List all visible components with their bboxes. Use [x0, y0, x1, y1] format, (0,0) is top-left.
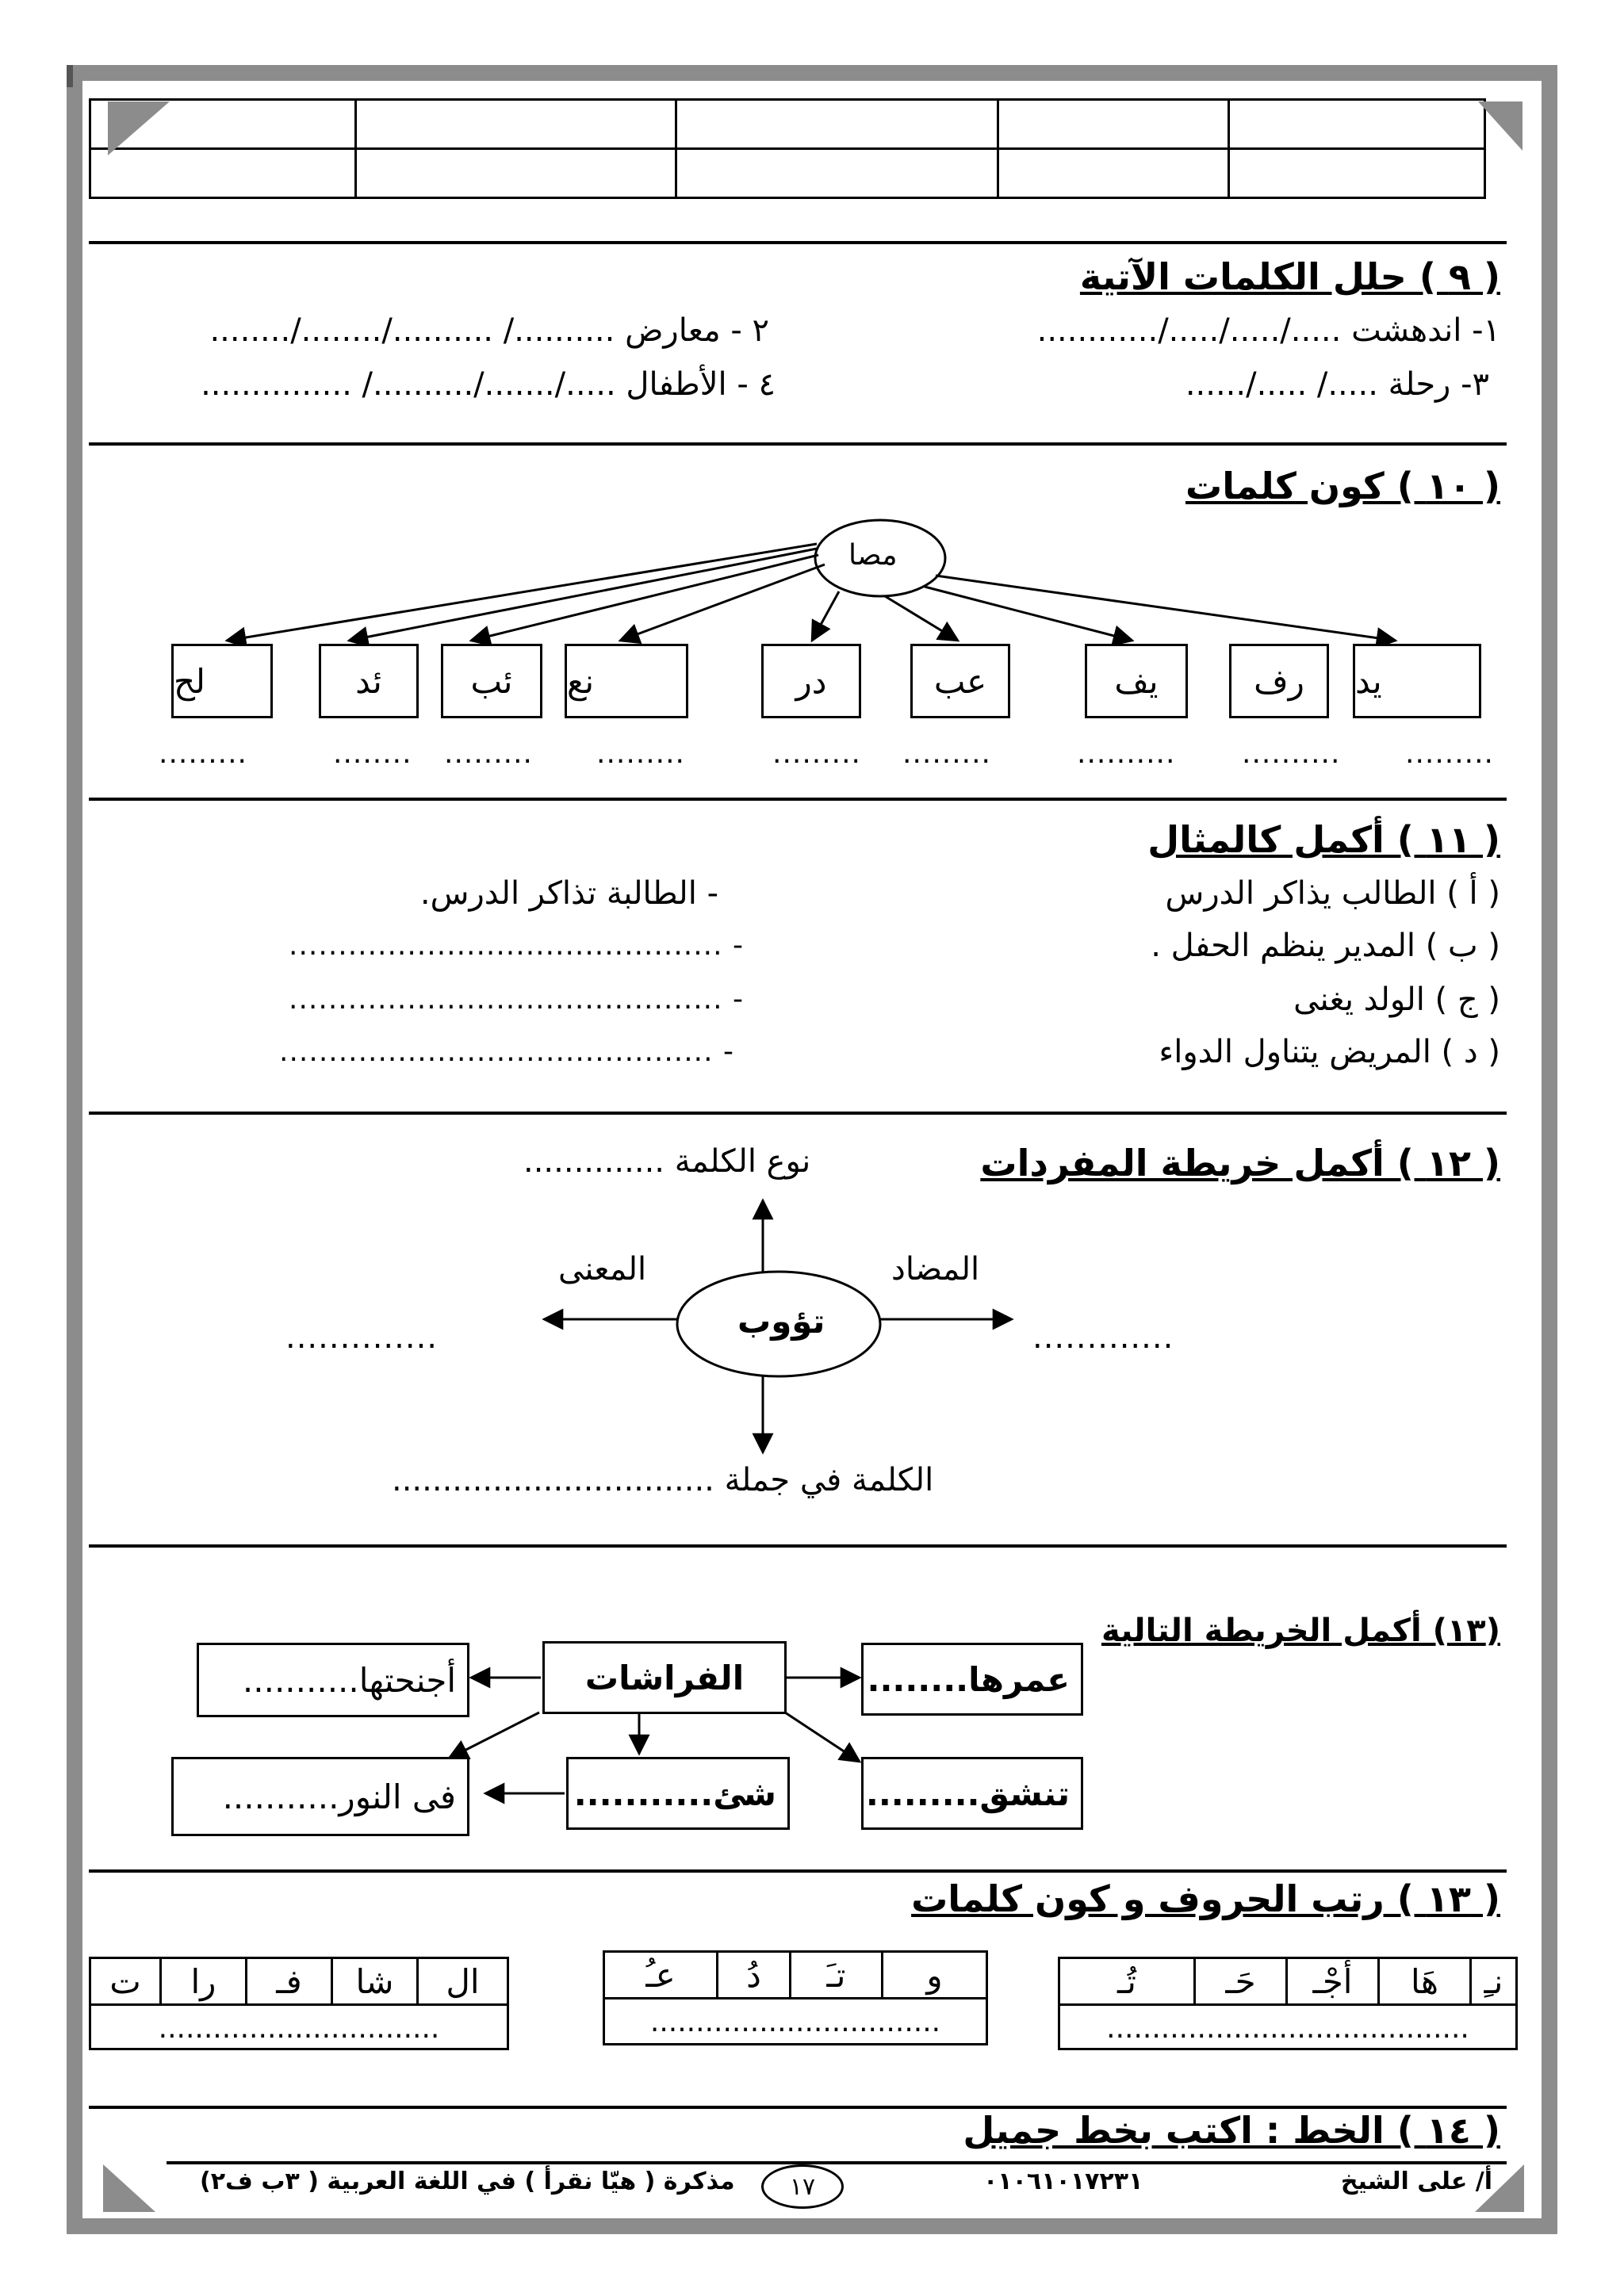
footer-note: مذكرة ( هيّا نقرأ ) في اللغة العربية ( ٣ب ف٢) — [200, 2168, 735, 2195]
footer-rule — [167, 2161, 1507, 2164]
q10-blank-2[interactable]: .......... — [1242, 737, 1341, 770]
q9-item-4: ٤ - الأطفال ...../......./........../ ............... — [201, 366, 776, 403]
q10-box-7: ئب — [441, 644, 542, 718]
q9-item-3: ٣- رحلة ...../ ...../...... — [1185, 366, 1489, 403]
q11-item-b: ( ب ) المدير ينظم الحفل . — [1151, 928, 1500, 964]
q11-blank-d[interactable]: - ............................................ — [279, 1035, 734, 1068]
footer-page-number — [761, 2164, 844, 2209]
q13b-blank-2[interactable]: ................................ — [649, 2005, 941, 2038]
q9-title: ( ٩ ) حلل الكلمات الآتية — [1079, 255, 1500, 298]
q10-blank-3[interactable]: .......... — [1077, 737, 1176, 770]
q10-blank-6[interactable]: ......... — [596, 737, 685, 770]
q12-sentence-label: الكلمة في جملة ................................ — [392, 1462, 934, 1498]
q13b-set2-letter: و — [881, 1953, 986, 1997]
q10-box-4: عب — [910, 644, 1010, 718]
q11-item-c: ( ج ) الولد يغنى — [1293, 982, 1500, 1018]
q13a-wings[interactable]: أجنحتها........... — [197, 1643, 469, 1717]
q13a-age[interactable]: عمرها........ — [861, 1643, 1083, 1716]
q10-blank-5[interactable]: ......... — [772, 737, 861, 770]
q12-center: تؤوب — [737, 1302, 825, 1341]
q13a-thing[interactable]: شئ........... — [566, 1757, 790, 1830]
q13b-set3-letter: را — [159, 1959, 245, 2003]
q11-blank-c[interactable]: - ............................................ — [289, 983, 744, 1016]
q14-title: ( ١٤ ) الخط : اكتب بخط جميل — [963, 2109, 1500, 2152]
q10-box-9: لح — [171, 644, 273, 718]
q13b-set3-letter: ال — [416, 1959, 507, 2003]
q13b-set2-letter: تـَ — [789, 1953, 881, 1997]
footer-phone: ٠١٠٦١٠١٧٢٣١ — [983, 2168, 1143, 2195]
q13b-set3-letter: فـ — [245, 1959, 331, 2003]
q11-title: ( ١١ ) أكمل كالمثال — [1147, 818, 1500, 861]
q10-blank-8[interactable]: ........ — [333, 737, 412, 770]
q13b-set1-letter: أجْـ — [1285, 1959, 1377, 2003]
q12-type-label: نوع الكلمة .............. — [523, 1143, 811, 1180]
q10-center-label: مصا — [848, 539, 898, 572]
q11-item-a: ( أ ) الطالب يذاكر الدرس — [1165, 875, 1500, 912]
q13b-set-1 — [1058, 1957, 1518, 2050]
q9-item-2: ٢ - معارض ........../ ........../......../........ — [209, 312, 769, 349]
q13b-set3-letter: ت — [109, 1961, 141, 2001]
footer-author: أ/ على الشيخ — [1340, 2168, 1492, 2195]
q10-box-2: رف — [1229, 644, 1329, 718]
q10-blank-4[interactable]: ......... — [902, 737, 991, 770]
q13b-title: ( ١٣ ) رتب الحروف و كون كلمات — [911, 1877, 1500, 1920]
q10-box-1: يد — [1353, 644, 1481, 718]
q10-blank-7[interactable]: ......... — [444, 737, 533, 770]
q12-meaning-label: المعنى — [558, 1251, 647, 1288]
q13a-center: الفراشات — [542, 1641, 787, 1714]
q10-blank-1[interactable]: ......... — [1405, 737, 1494, 770]
q13b-set-3 — [89, 1957, 509, 2050]
q13b-set3-letter: شا — [331, 1959, 416, 2003]
q13b-set2-letter: عـُ — [645, 1955, 676, 1995]
q13b-blank-1[interactable]: ........................................ — [1106, 2011, 1469, 2045]
q13a-inhale[interactable]: تنشق......... — [861, 1757, 1083, 1830]
q10-blank-9[interactable]: ......... — [159, 737, 247, 770]
q11-item-a-answer: - الطالبة تذاكر الدرس. — [419, 875, 718, 912]
q13b-set1-letter: تُـ — [1117, 1961, 1136, 2001]
q13b-set1-letter: نـِ — [1469, 1959, 1515, 2003]
q13b-set1-letter: حَـ — [1193, 1959, 1285, 2003]
footer-page-text: ١٧ — [789, 2172, 816, 2201]
q13b-set2-letter: دُ — [716, 1953, 789, 1997]
q11-blank-b[interactable]: - ............................................ — [289, 929, 744, 962]
q9-item-1: ١- اندهشت ...../...../...../............ — [1036, 312, 1500, 349]
q10-box-3: يف — [1085, 644, 1188, 718]
q10-box-5: در — [761, 644, 861, 718]
q10-box-6: نع — [565, 644, 688, 718]
q11-item-d: ( د ) المريض يتناول الدواء — [1159, 1034, 1500, 1070]
q10-box-8: ئد — [319, 644, 419, 718]
q10-title: ( ١٠ ) كون كلمات — [1185, 465, 1500, 507]
q13b-blank-3[interactable]: ............................... — [158, 2011, 440, 2045]
q13a-title: (١٣) أكمل الخريطة التالية — [1101, 1613, 1500, 1649]
q12-opposite-blank[interactable]: ............. — [1032, 1319, 1174, 1356]
q13b-set-2 — [603, 1950, 988, 2045]
q12-opposite-label: المضاد — [891, 1251, 980, 1288]
q12-title: ( ١٢ ) أكمل خريطة المفردات — [980, 1142, 1500, 1184]
q13a-light[interactable]: فى النور........... — [171, 1757, 469, 1836]
q13b-set1-letter: هَا — [1377, 1959, 1469, 2003]
q12-meaning-blank[interactable]: .............. — [285, 1319, 439, 1356]
